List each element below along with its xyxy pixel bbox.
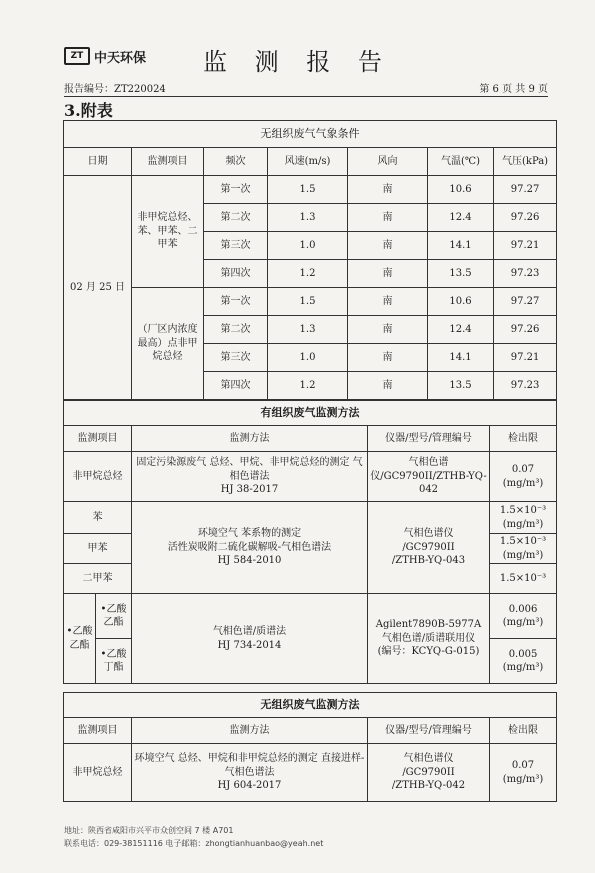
pressure-cell: 97.27 [494,176,557,204]
instrument-cell [368,594,490,684]
temp-cell: 13.5 [428,260,494,288]
temp-cell: 12.4 [428,204,494,232]
table-row [64,288,557,316]
table-row [64,502,557,534]
pressure-cell: 97.26 [494,316,557,344]
limit-unit: (mg/m³) [502,549,544,561]
limit-unit: (mg/m³) [502,773,544,785]
freq-cell: 第二次 [204,316,268,344]
report-meta [64,80,548,97]
wind-cell: 1.5 [268,288,348,316]
unorganized-methods-table [63,692,557,802]
table-row [64,176,557,204]
footer-contact: 联系电话：029-38151116 电子邮箱：zhongtianhuanbao@yeah.net [64,839,324,848]
freq-cell: 第一次 [204,176,268,204]
limit-cell [490,452,557,502]
instrument-cell [368,744,490,802]
direction-cell: 南 [348,344,428,372]
limit-cell [490,534,557,564]
temp-cell: 10.6 [428,176,494,204]
page-info: 第 6 页 共 9 页 [479,84,548,95]
limit-cell [490,594,557,639]
freq-cell: 第三次 [204,232,268,260]
limit-value: 0.005 [508,648,538,660]
limit-cell [490,744,557,802]
method-text-2: 活性炭吸附二硫化碳解吸-气相色谱法 [167,541,332,553]
limit-cell: 1.5×10⁻³ [490,564,557,594]
freq-cell: 第三次 [204,344,268,372]
header-method: 监测方法 [132,718,368,744]
temp-cell: 14.1 [428,232,494,260]
method-text: 气相色谱/质谱法 [212,626,287,637]
instrument-id: (编号：KCYQ-G-015) [377,646,480,658]
header-date: 日期 [64,148,132,176]
freq-cell: 第四次 [204,260,268,288]
wind-cell: 1.3 [268,316,348,344]
instrument-model: /GC9790II [402,541,455,553]
header-item: 监测项目 [64,426,132,452]
pressure-cell: 97.27 [494,288,557,316]
limit-value: 0.006 [508,603,538,615]
method-standard: HJ 734-2014 [217,639,282,651]
wind-cell: 1.2 [268,260,348,288]
freq-cell: 第一次 [204,288,268,316]
method-cell [132,744,368,802]
instrument-cell: 气相色谱仪/GC9790II/ZTHB-YQ-042 [368,452,490,502]
item-cell: 非甲烷总烃 [64,452,132,502]
organized-methods-table [63,400,557,684]
instrument-type: 气相色谱/质谱联用仪 [381,632,476,644]
temp-cell: 13.5 [428,372,494,400]
instrument-id: /ZTHB-YQ-043 [391,555,466,567]
section-heading: 3.附表 [64,101,113,120]
item-cell: 二甲苯 [64,564,132,594]
item-cell: 甲苯 [64,534,132,564]
method-cell [132,594,368,684]
table-row [64,594,557,639]
group2-item: （厂区内浓度最高）点非甲烷总烃 [132,288,204,400]
header-instrument: 仪器/型号/管理编号 [368,426,490,452]
item-cell: 非甲烷总烃 [64,744,132,802]
method-cell [132,502,368,594]
pressure-cell: 97.21 [494,344,557,372]
logo-text: 中天环保 [94,50,147,66]
header-method: 监测方法 [132,426,368,452]
temp-cell: 14.1 [428,344,494,372]
footer-address: 地址：陕西省咸阳市兴平市众创空间 7 楼 A701 [64,826,234,835]
limit-unit: (mg/m³) [502,617,544,628]
item-cell: 苯 [64,502,132,534]
freq-cell: 第二次 [204,204,268,232]
group-item-cell: •乙酸乙酯 [64,594,96,684]
wind-cell: 1.2 [268,372,348,400]
method-standard: HJ 604-2017 [217,780,282,792]
wind-cell: 1.5 [268,176,348,204]
direction-cell: 南 [348,316,428,344]
pressure-cell: 97.23 [494,372,557,400]
organized-table-caption: 有组织废气监测方法 [64,401,557,426]
limit-cell [490,639,557,684]
table-row [64,744,557,802]
unorganized-table-caption: 无组织废气监测方法 [64,693,557,718]
header-instrument: 仪器/型号/管理编号 [368,718,490,744]
pressure-cell: 97.26 [494,204,557,232]
pressure-cell: 97.23 [494,260,557,288]
instrument-model: /GC9790II [402,766,455,778]
limit-value: 1.5×10⁻³ [499,536,547,547]
report-number: 报告编号：ZT220024 [64,84,166,95]
header-item: 监测项目 [132,148,204,176]
temp-cell: 10.6 [428,288,494,316]
method-text: 环境空气 总烃、甲烷和非甲烷总烃的测定 直接进样-气相色谱法 [134,753,365,778]
header-freq: 频次 [204,148,268,176]
wind-cell: 1.3 [268,204,348,232]
logo-icon: ZT [64,47,90,65]
wind-cell: 1.0 [268,344,348,372]
table-row [64,452,557,502]
header-limit: 检出限 [490,718,557,744]
weather-table-caption: 无组织废气气象条件 [64,121,557,148]
limit-value: 0.07 [511,760,535,771]
wind-cell: 1.0 [268,232,348,260]
method-standard: HJ 584-2010 [217,555,282,567]
document-title: 监 测 报 告 [203,48,392,76]
direction-cell: 南 [348,204,428,232]
limit-value: 0.07 [511,464,535,475]
direction-cell: 南 [348,260,428,288]
sub-item-cell: •乙酸丁酯 [96,639,132,684]
pressure-cell: 97.21 [494,232,557,260]
header-temp: 气温(℃) [428,148,494,176]
instrument-cell [368,502,490,594]
direction-cell: 南 [348,232,428,260]
header-pressure: 气压(kPa) [494,148,557,176]
header-limit: 检出限 [490,426,557,452]
limit-unit: (mg/m³) [502,477,544,489]
method-standard: HJ 38-2017 [220,484,279,496]
limit-unit: (mg/m³) [502,662,544,673]
header-direction: 风向 [348,148,428,176]
weather-table [63,120,557,400]
header-wind: 风速(m/s) [268,148,348,176]
direction-cell: 南 [348,372,428,400]
freq-cell: 第四次 [204,372,268,400]
header-item: 监测项目 [64,718,132,744]
limit-cell [490,502,557,534]
page-footer [64,824,323,850]
direction-cell: 南 [348,288,428,316]
temp-cell: 12.4 [428,316,494,344]
sub-item-cell: •乙酸乙酯 [96,594,132,639]
instrument-name: 气相色谱仪 [403,753,454,765]
limit-unit: (mg/m³) [502,518,544,530]
date-cell: 02 月 25 日 [64,176,132,400]
instrument-name: Agilent7890B-5977A [375,619,482,631]
method-text: 环境空气 苯系物的测定 [197,528,302,540]
instrument-id: /ZTHB-YQ-042 [391,780,466,792]
method-cell [132,452,368,502]
direction-cell: 南 [348,176,428,204]
limit-value: 1.5×10⁻³ [499,505,547,516]
method-text: 固定污染源废气 总烃、甲烷、非甲烷总烃的测定 气相色谱法 [136,457,363,482]
instrument-name: 气相色谱仪 [403,528,454,540]
group1-item: 非甲烷总烃、苯、甲苯、二甲苯 [132,176,204,288]
